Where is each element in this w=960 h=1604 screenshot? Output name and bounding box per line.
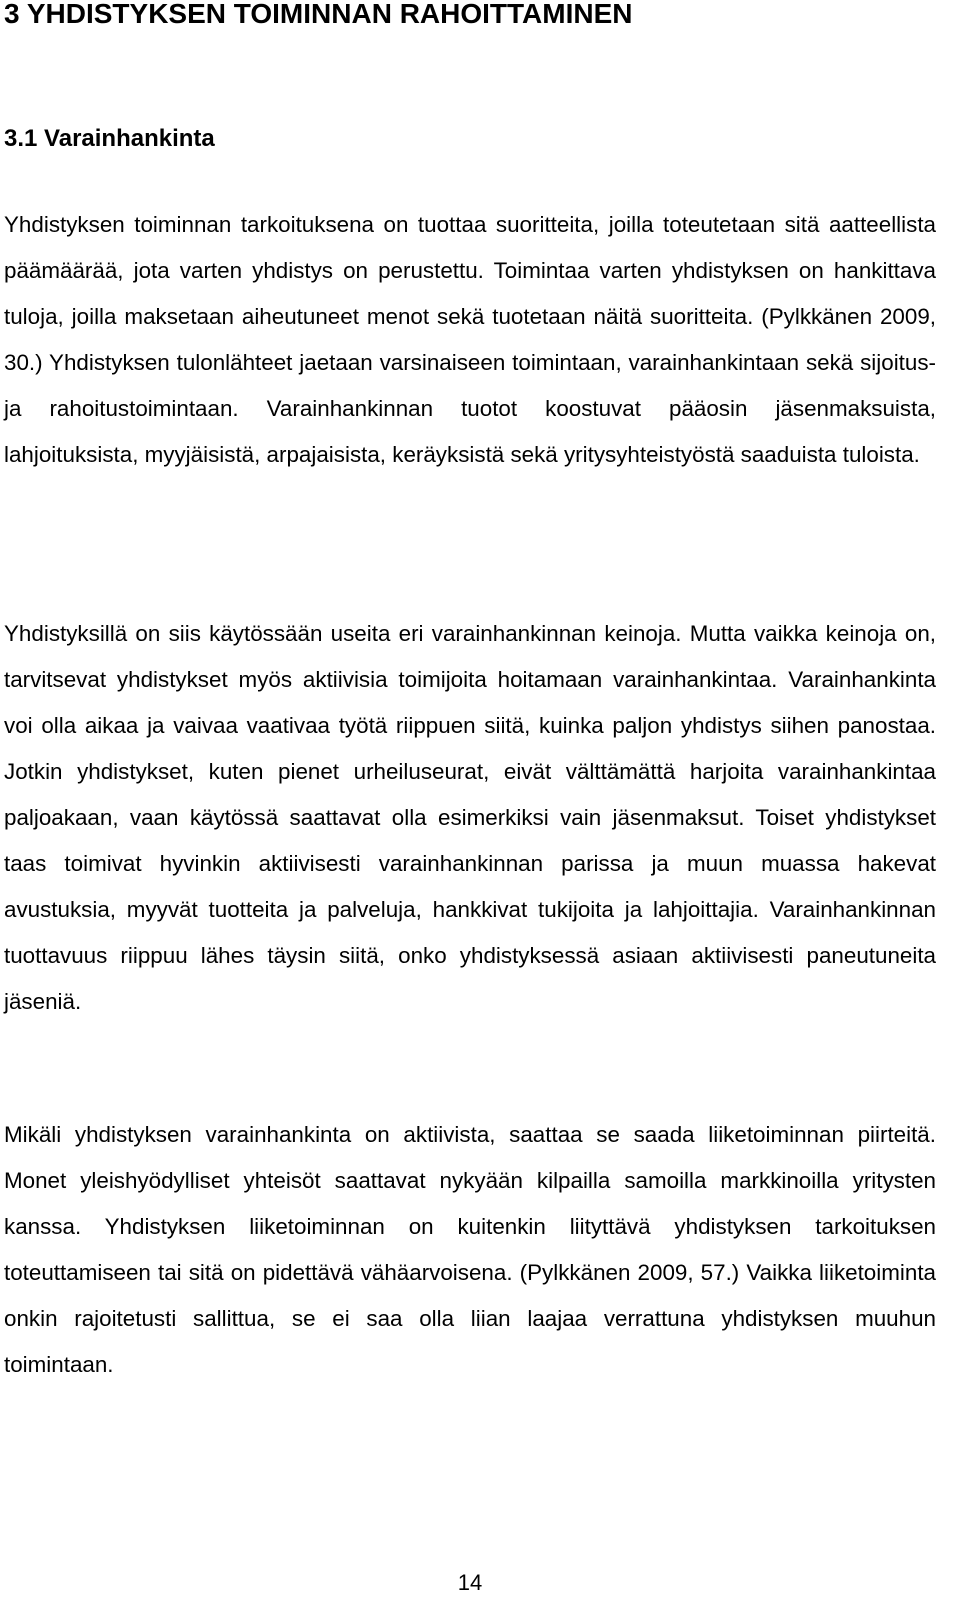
paragraph-business-activity: Mikäli yhdistyksen varainhankinta on aktiivista, saattaa se saada liiketoiminnan piirteitä. Monet yleishyödylliset yhteisöt saattavat nykyään kilpailla samoilla markkinoilla yritysten kanssa. Yhdistyksen liiketoiminnan on kuitenkin liityttävä yhdistyksen tarkoituksen toteuttamiseen tai sitä on pidettävä vähäarvoisena. (Pylkkänen 2009, 57.) Vaikka liiketoiminta onkin rajoitetusti sallittua, se ei saa olla liian laajaa verrattuna yhdistyksen muuhun toimintaan. [4,1122,936,1377]
paragraph-funding-purpose: Yhdistyksen toiminnan tarkoituksena on tuottaa suoritteita, joilla toteutetaan sitä aatteellista päämäärää, jota varten yhdistys on perustettu. Toimintaa varten yhdistyksen on hankittava tuloja, joilla maksetaan aiheutuneet menot sekä tuotetaan näitä suoritteita. (Pylkkänen 2009, 30.) Yhdistyksen tulonlähteet jaetaan varsinaiseen toimintaan, varainhankintaan sekä sijoitus- ja rahoitustoimintaan. Varainhankinnan tuotot koostuvat pääosin jäsenmaksuista, lahjoituksista, myyjäisistä, arpajaisista, keräyksistä sekä yritysyhteistyöstä saaduista tuloista. [4,212,936,467]
paragraph-fundraising-methods: Yhdistyksillä on siis käytössään useita eri varainhankinnan keinoja. Mutta vaikka keinoja on, tarvitsevat yhdistykset myös aktiivisia toimijoita hoitamaan varainhankintaa. Varainhankinta voi olla aikaa ja vaivaa vaativaa työtä riippuen siitä, kuinka paljon yhdistys siihen panostaa. Jotkin yhdistykset, kuten pienet urheiluseurat, eivät välttämättä harjoita varainhankintaa paljoakaan, vaan käytössä saattavat olla esimerkiksi vain jäsenmaksut. Toiset yhdistykset taas toimivat hyvinkin aktiivisesti varainhankinnan parissa ja muun muassa hakevat avustuksia, myyvät tuotteita ja palveluja, hankkivat tukijoita ja lahjoittajia. Varainhankinnan tuottavuus riippuu lähes täysin siitä, onko yhdistyksessä asiaan aktiivisesti paneutuneita jäseniä. [4,621,936,1014]
chapter-heading: 3 YHDISTYKSEN TOIMINNAN RAHOITTAMINEN [4,0,633,29]
page-number: 14 [457,1570,483,1595]
section-heading: 3.1 Varainhankinta [4,125,215,152]
